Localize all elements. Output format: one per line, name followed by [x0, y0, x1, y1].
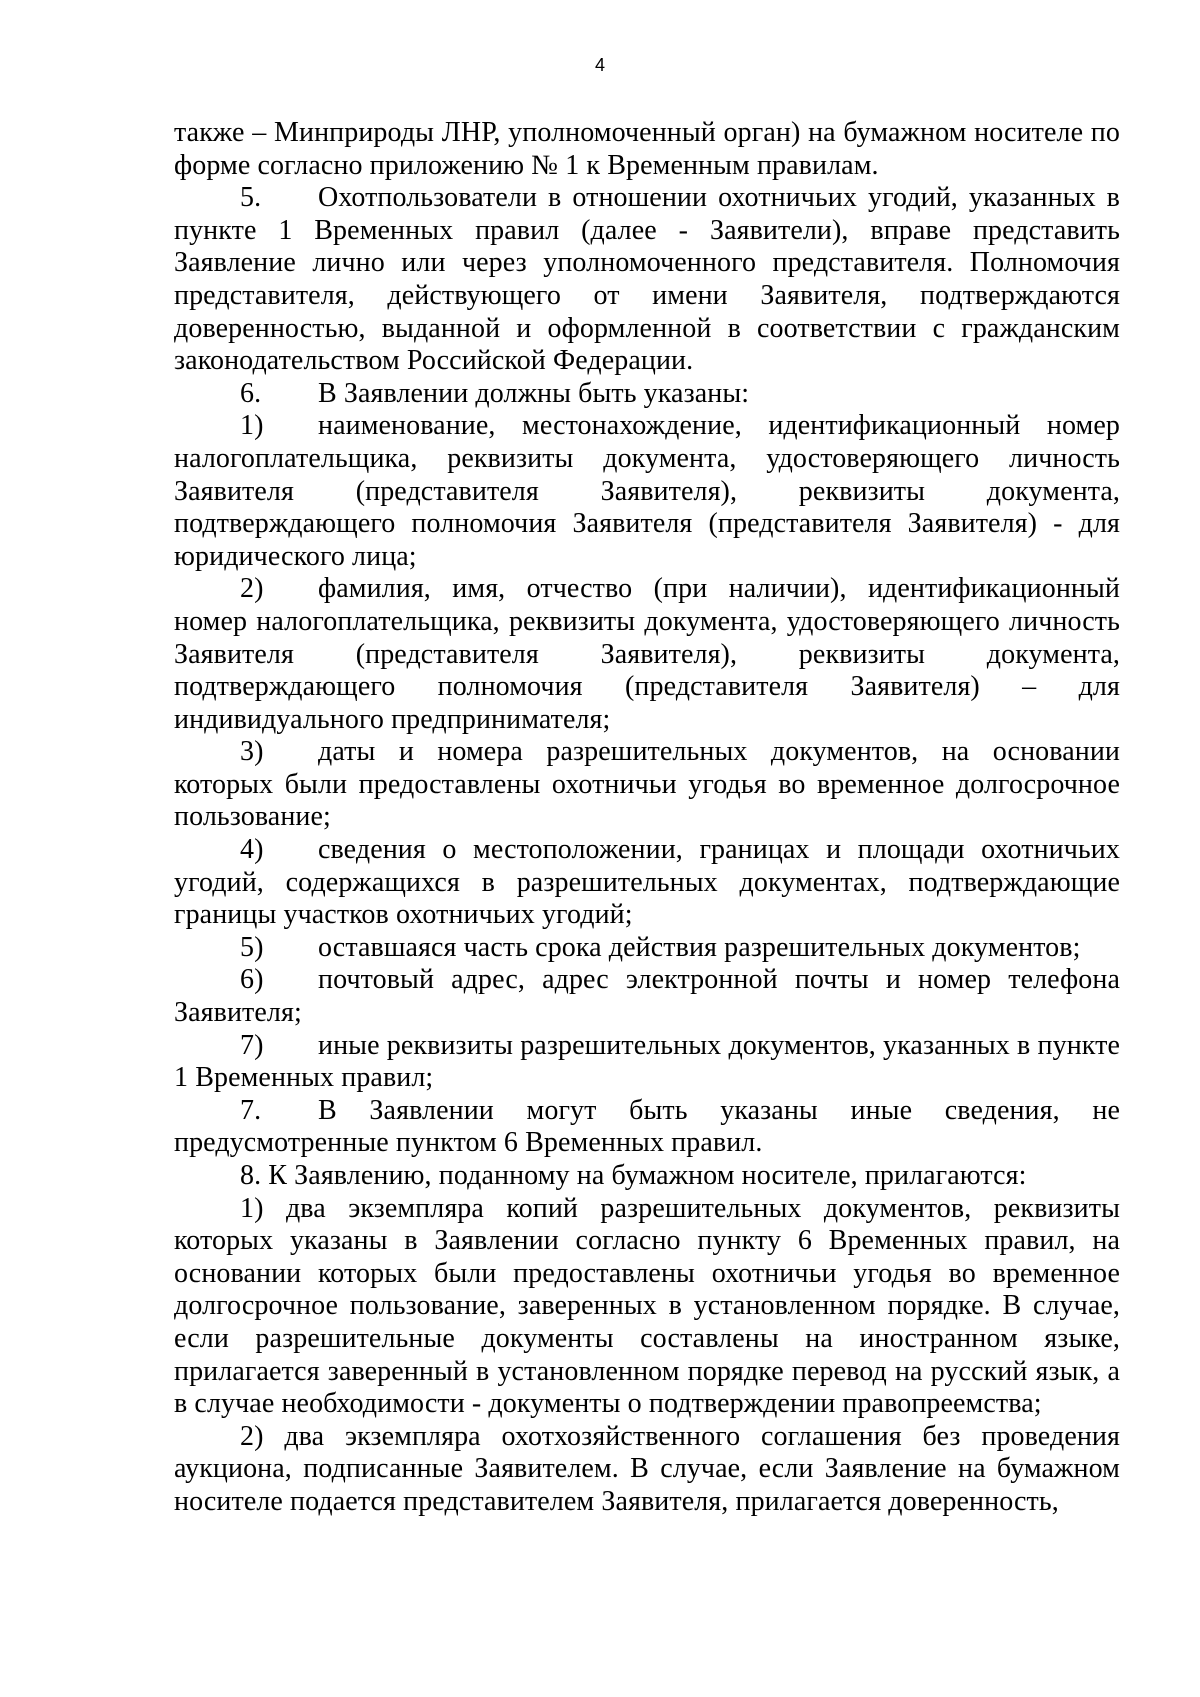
paragraph-text: 8. К Заявлению, поданному на бумажном носителе, прилагаются:	[240, 1160, 1027, 1191]
list-text: даты и номера разрешительных документов, на основании которых были предоставлены охотничьи угодья во временное долгосрочное пользование;	[174, 736, 1120, 833]
page-number: 4	[594, 55, 605, 75]
list-number: 7)	[240, 1029, 264, 1061]
paragraph-item-8	[174, 1160, 1120, 1193]
list-number: 2)	[240, 573, 264, 605]
list-item-6	[174, 964, 1120, 1029]
attachment-item-2	[174, 1421, 1120, 1519]
paragraph-continuation	[174, 117, 1120, 182]
list-number: 5)	[240, 931, 264, 963]
paragraph-item-6	[174, 378, 1120, 411]
list-item-7	[174, 1030, 1120, 1095]
paragraph-text: В Заявлении должны быть указаны:	[318, 377, 750, 409]
list-item-2	[174, 573, 1120, 736]
list-number: 4)	[240, 834, 264, 866]
list-number: 3)	[240, 736, 264, 768]
list-text: наименование, местонахождение, идентификационный номер налогоплательщика, реквизиты документа, удостоверяющего личность Заявителя (представителя Заявителя), реквизиты документа, подтверждающего полномочия Заявителя (представителя Заявителя) - для юридического лица;	[174, 410, 1120, 572]
paragraph-item-5	[174, 182, 1120, 378]
paragraph-number: 7.	[240, 1094, 262, 1126]
list-text: иные реквизиты разрешительных документов, указанных в пункте 1 Временных правил;	[174, 1029, 1120, 1094]
attachment-item-1	[174, 1193, 1120, 1421]
paragraph-text: В Заявлении могут быть указаны иные сведения, не предусмотренные пунктом 6 Временных правил.	[174, 1094, 1120, 1159]
list-text: фамилия, имя, отчество (при наличии), идентификационный номер налогоплательщика, реквизиты документа, удостоверяющего личность Заявителя (представителя Заявителя), реквизиты документа, подтверждающего полномочия (представителя Заявителя) – для индивидуального предпринимателя;	[174, 573, 1120, 735]
list-item-5	[174, 932, 1120, 965]
paragraph-text: также – Минприроды ЛНР, уполномоченный орган) на бумажном носителе по форме согласно приложению № 1 к Временным правилам.	[174, 117, 1120, 181]
paragraph-item-7	[174, 1095, 1120, 1160]
paragraph-text: Охотпользователи в отношении охотничьих угодий, указанных в пункте 1 Временных правил (далее - Заявители), вправе представить Заявление лично или через уполномоченного представителя. Полномочия представителя, действующего от имени Заявителя, подтверждаются доверенностью, выданной и оформленной в соответствии с гражданским законодательством Российской Федерации.	[174, 182, 1120, 377]
paragraph-text: 1) два экземпляра копий разрешительных документов, реквизиты которых указаны в Заявлении согласно пункту 6 Временных правил, на основании которых были предоставлены охотничьи угодья во временное долгосрочное пользование, заверенных в установленном порядке. В случае, если разрешительные документы составлены на иностранном языке, прилагается заверенный в установленном порядке перевод на русский язык, а в случае необходимости - документы о подтверждении правопреемства;	[174, 1192, 1120, 1420]
list-number: 6)	[240, 964, 264, 996]
list-item-3	[174, 736, 1120, 834]
paragraph-text: 2) два экземпляра охотхозяйственного соглашения без проведения аукциона, подписанные Заявителем. В случае, если Заявление на бумажном носителе подается представителем Заявителя, прилагается доверенность,	[174, 1420, 1120, 1517]
list-text: сведения о местоположении, границах и площади охотничьих угодий, содержащихся в разрешительных документах, подтверждающие границы участков охотничьих угодий;	[174, 834, 1120, 931]
list-item-1	[174, 410, 1120, 573]
list-item-4	[174, 834, 1120, 932]
list-text: почтовый адрес, адрес электронной почты и номер телефона Заявителя;	[174, 964, 1120, 1029]
paragraph-number: 5.	[240, 182, 262, 214]
paragraph-number: 6.	[240, 377, 262, 409]
list-text: оставшаяся часть срока действия разрешительных документов;	[318, 931, 1081, 963]
list-number: 1)	[240, 410, 264, 442]
document-body	[174, 117, 1120, 1519]
